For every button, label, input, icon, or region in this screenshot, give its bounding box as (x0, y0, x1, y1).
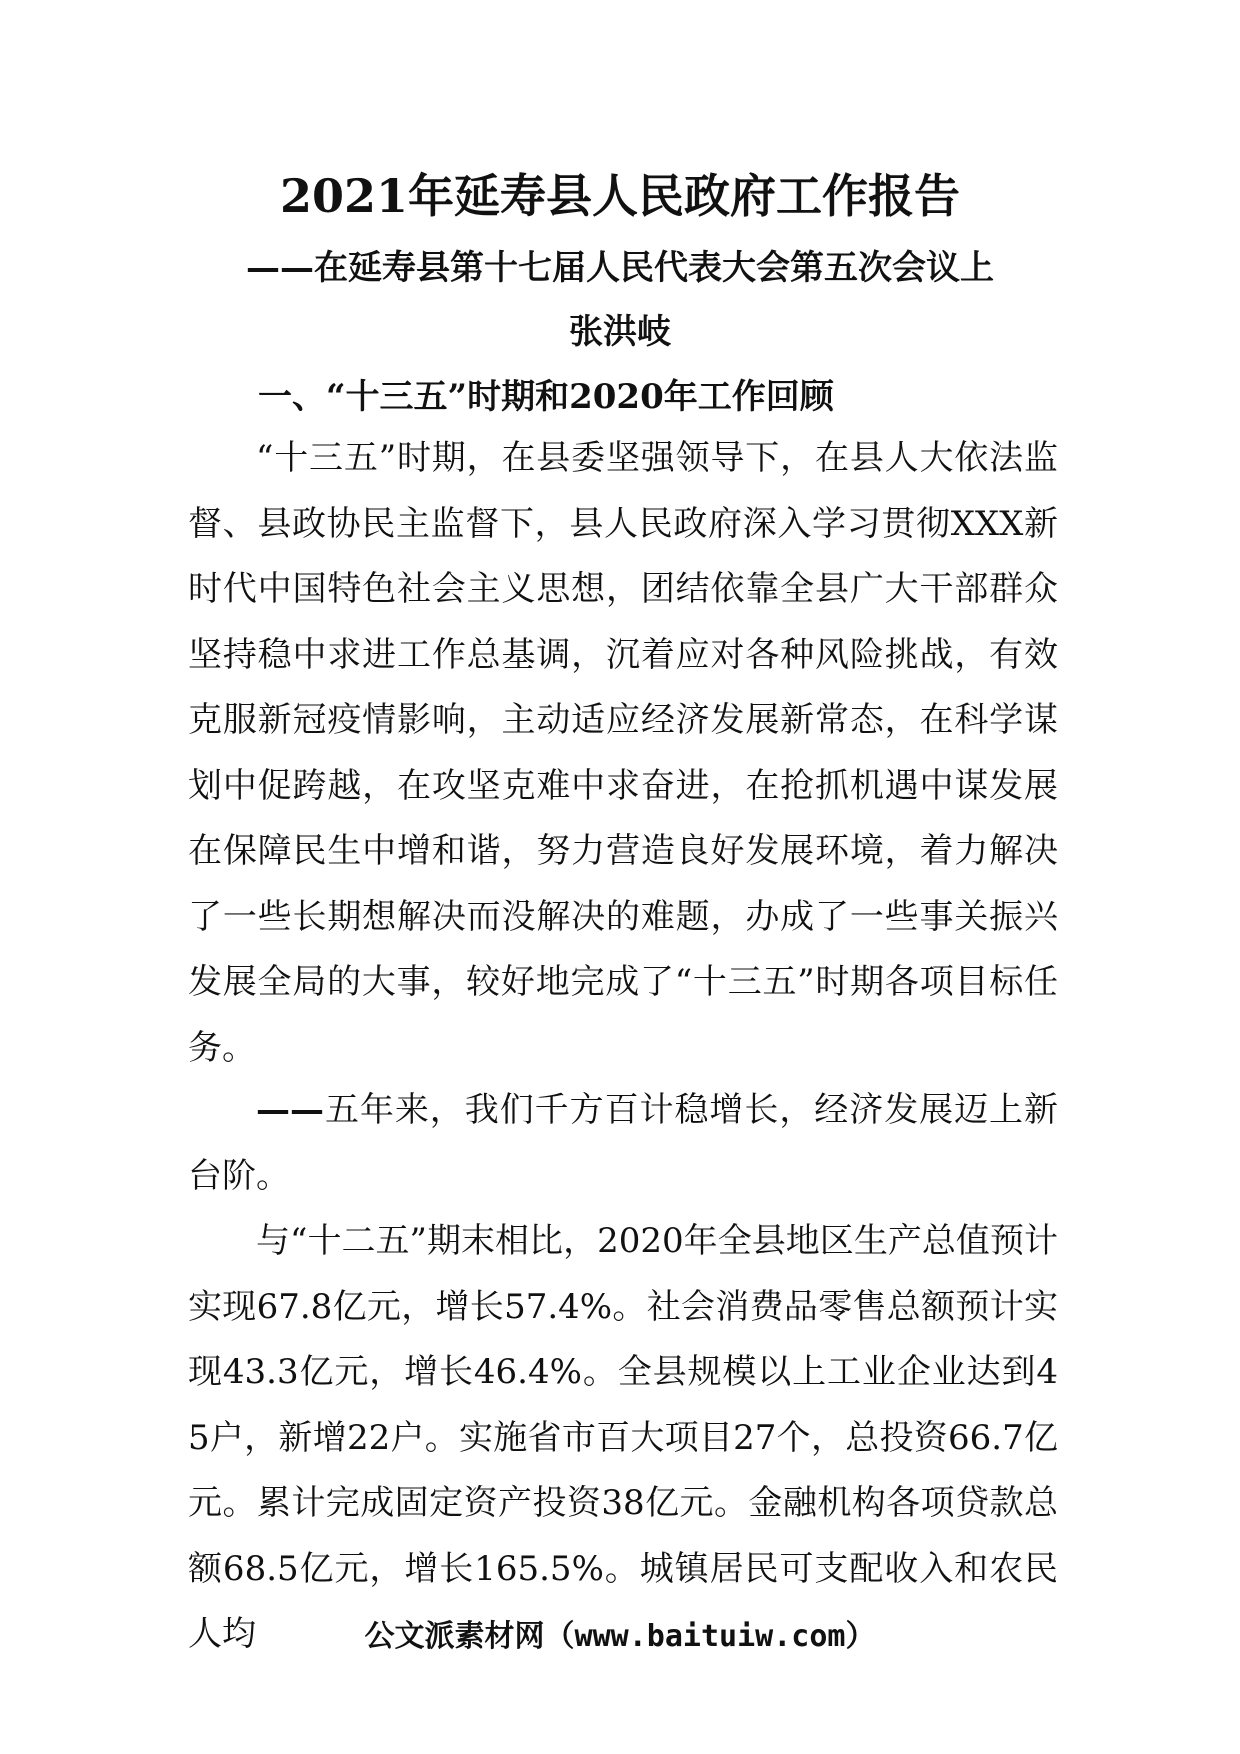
document-subtitle: ——在延寿县第十七届人民代表大会第五次会议上 (246, 248, 994, 288)
body-paragraph-3: 与“十二五”期末相比，2020年全县地区生产总值预计实现67.8亿元，增长57.4%。社会消费品零售总额预计实现43.3亿元，增长46.4%。全县规模以上工业企业达到45户，新增22户。实施省市百大项目27个，总投资66.7亿元。累计完成固定资产投资38亿元。金融机构各项贷款总额68.5亿元，增长165.5%。城镇居民可支配收入和农民人均 (188, 1221, 1058, 1654)
footer-watermark: 公文派素材网（www.baituiw.com） (364, 1619, 876, 1654)
body-paragraph-2-text: 五年来，我们千方百计稳增长，经济发展迈上新台阶。 (188, 1090, 1058, 1196)
document-title: 2021年延寿县人民政府工作报告 (279, 169, 961, 223)
em-dash-marker: —— (256, 1090, 324, 1130)
body-paragraph-1: “十三五”时期，在县委坚强领导下，在县人大依法监督、县政协民主监督下，县人民政府深入学习贯彻XXX新时代中国特色社会主义思想，团结依靠全县广大干部群众坚持稳中求进工作总基调，沉着应对各种风险挑战，有效克服新冠疫情影响，主动适应经济发展新常态，在科学谋划中促跨越，在攻坚克难中求奋进，在抢抓机遇中谋发展在保障民生中增和谐，努力营造良好发展环境，着力解决了一些长期想解决而没解决的难题，办成了一些事关振兴发展全局的大事，较好地完成了“十三五”时期各项目标任务。 (188, 438, 1058, 1068)
section-heading: 一、“十三五”时期和2020年工作回顾 (258, 377, 834, 417)
document-author: 张洪岐 (569, 312, 671, 352)
body-paragraph-2 (188, 1078, 1058, 1209)
